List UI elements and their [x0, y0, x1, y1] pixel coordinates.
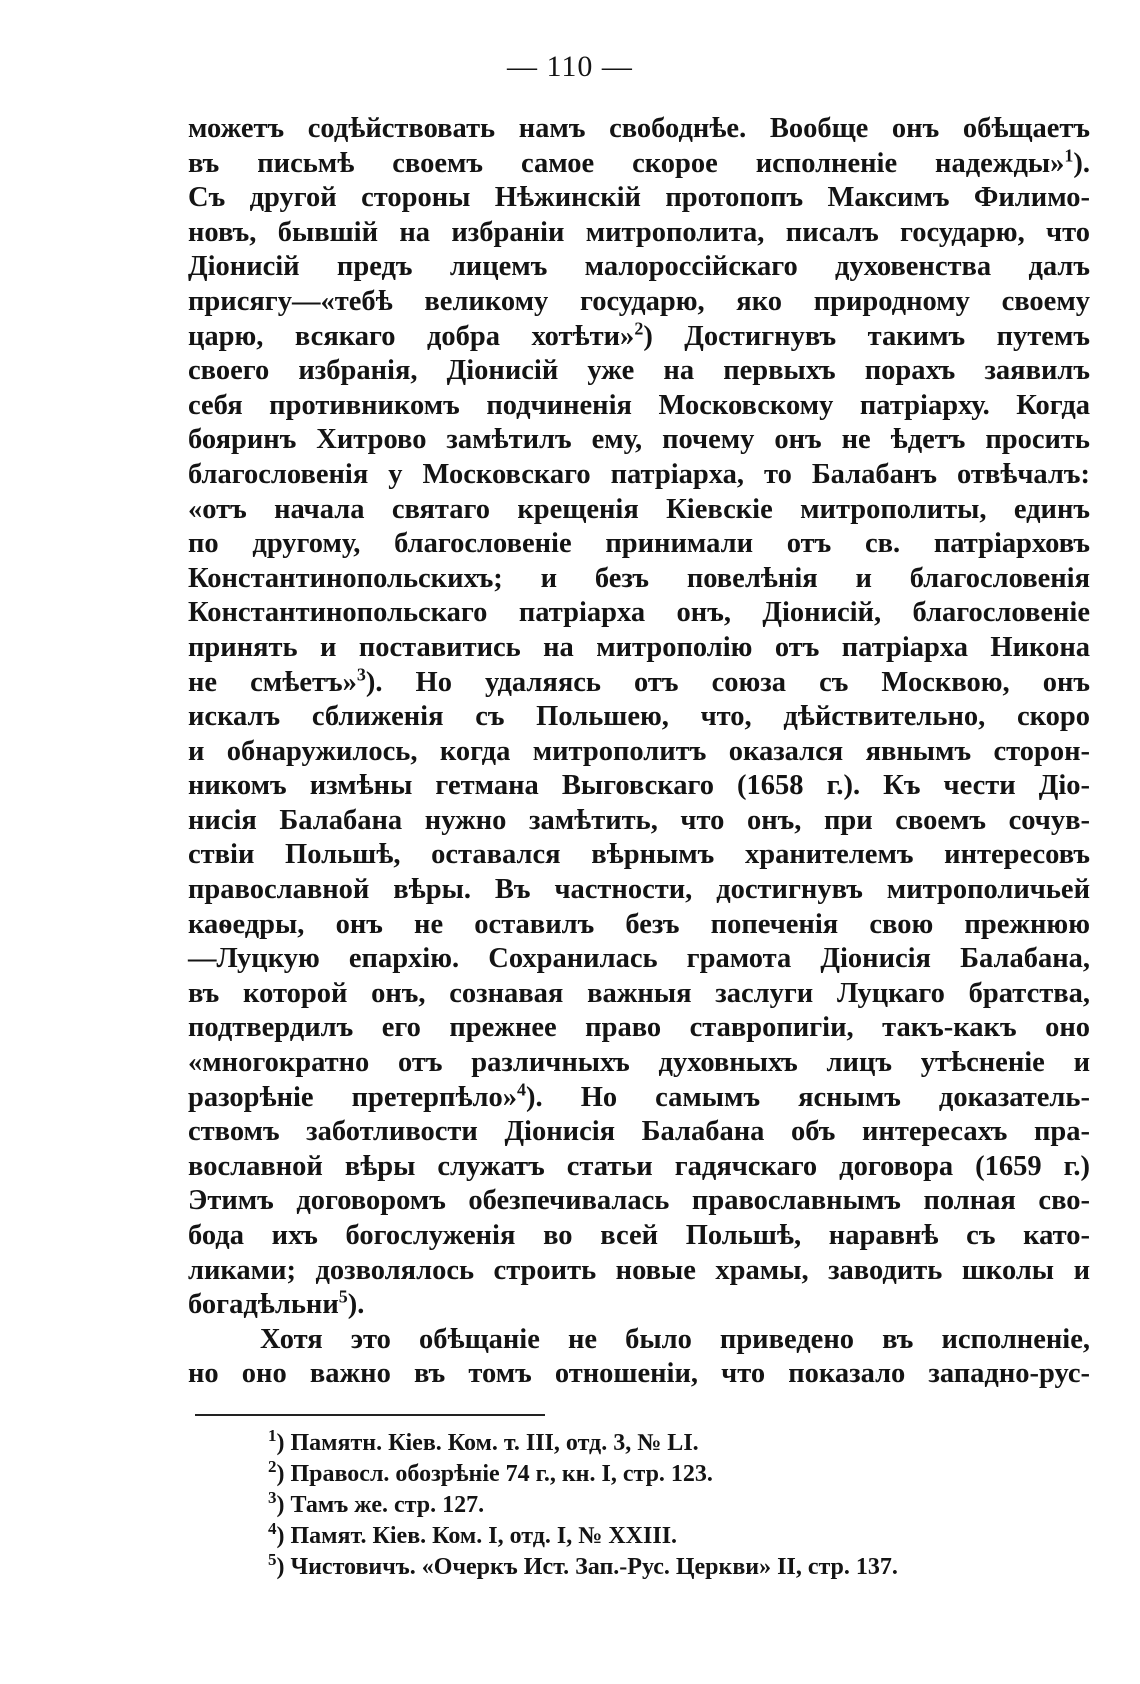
text-line	[188, 354, 1090, 389]
footnote	[268, 1459, 1088, 1490]
line-text-continued: ).	[347, 1289, 365, 1321]
text-line	[188, 250, 1090, 285]
text-line	[188, 700, 1090, 735]
text-line	[188, 389, 1090, 424]
line-text: «отъ начала святаго крещенія Кіевскіе митрополиты, единъ	[188, 493, 1090, 525]
footnote-reference: 4	[517, 1079, 527, 1100]
footnote-mark: 4	[268, 1519, 277, 1538]
footnote	[268, 1552, 1088, 1583]
text-line	[188, 423, 1090, 458]
line-text: Съ другой стороны Нѣжинскій протопопъ Максимъ Филимо-	[188, 182, 1090, 214]
line-text: подтвердилъ его прежнее право ставропигіи, такъ-какъ оно	[188, 1012, 1090, 1044]
line-text: царю, всякаго добра хотѣти»	[188, 320, 635, 352]
line-text-continued: ). Но самымъ яснымъ доказатель-	[526, 1081, 1090, 1113]
page-number: — 110 —	[507, 50, 633, 83]
line-text: нисія Балабана нужно замѣтить, что онъ, при своемъ сочув-	[188, 804, 1090, 836]
text-line	[188, 493, 1090, 528]
line-text: бода ихъ богослуженія во всей Польшѣ, наравнѣ съ като-	[188, 1220, 1090, 1251]
line-text: никомъ измѣны гетмана Выговскаго (1658 г.). Къ чести Діо-	[188, 770, 1090, 802]
text-line	[188, 873, 1090, 908]
line-text: искалъ сближенія съ Польшею, что, дѣйствительно, скоро	[188, 701, 1090, 733]
text-line	[188, 147, 1090, 182]
text-line	[188, 631, 1090, 666]
text-line	[188, 735, 1090, 770]
line-text-continued: ). Но удаляясь отъ союза съ Москвою, онъ	[365, 666, 1090, 698]
line-text: бояринъ Хитрово замѣтилъ ему, почему онъ не ѣдетъ просить	[188, 424, 1090, 456]
text-line	[188, 1219, 1090, 1254]
text-line	[188, 1288, 1090, 1323]
text-line	[188, 1081, 1090, 1116]
line-text: каѳедры, онъ не оставилъ безъ попеченія свою прежнюю	[188, 908, 1090, 940]
footnote-text: ) Тамъ же. стр. 127.	[276, 1492, 485, 1518]
text-line	[188, 1115, 1090, 1150]
line-text: и обнаружилось, когда митрополитъ оказался явнымъ сторон-	[188, 735, 1090, 767]
line-text: не смѣетъ»	[188, 666, 357, 698]
line-text: Этимъ договоромъ обезпечивалась православнымъ полная сво-	[188, 1185, 1090, 1217]
footnote	[268, 1428, 1088, 1459]
line-text: присягу—«тебѣ великому государю, яко природному своему	[188, 285, 1090, 317]
text-line	[188, 562, 1090, 597]
line-text-continued: ) Достигнувъ такимъ путемъ	[643, 320, 1090, 352]
text-line	[188, 908, 1090, 943]
line-text: благословенія у Московскаго патріарха, то Балабанъ отвѣчалъ:	[188, 458, 1090, 490]
text-line	[188, 769, 1090, 804]
text-line	[188, 527, 1090, 562]
line-text: разорѣніе претерпѣло»	[188, 1081, 518, 1113]
footnote-text: ) Чистовичъ. «Очеркъ Ист. Зап.-Рус. Церкви» II, стр. 137.	[276, 1554, 898, 1580]
footnote-mark: 1	[268, 1426, 277, 1445]
footnote-mark: 3	[268, 1488, 277, 1507]
line-text: Константинопольскаго патріарха онъ, Діонисій, благословеніе	[188, 597, 1090, 629]
line-text: но оно важно въ томъ отношеніи, что показало западно-рус-	[188, 1358, 1090, 1390]
text-line	[188, 216, 1090, 251]
line-text: Хотя это обѣщаніе не было приведено въ исполненіе,	[260, 1323, 1090, 1355]
line-text: своего избранія, Діонисій уже на первыхъ порахъ заявилъ	[188, 355, 1090, 387]
footnotes	[268, 1428, 1088, 1583]
line-text: въ письмѣ своемъ самое скорое исполненіе надежды»	[188, 147, 1065, 179]
footnote-mark: 5	[268, 1550, 277, 1569]
text-line	[188, 320, 1090, 355]
line-text: Діонисій предъ лицемъ малороссійскаго духовенства далъ	[188, 251, 1090, 283]
footnote	[268, 1521, 1088, 1552]
text-line	[188, 1357, 1090, 1392]
line-text: ствіи Польшѣ, оставался вѣрнымъ хранителемъ интересовъ	[188, 839, 1090, 871]
footnote-text: ) Памятн. Кіев. Ком. т. III, отд. 3, № LI.	[276, 1430, 699, 1456]
footnote-reference: 5	[338, 1286, 348, 1307]
footnote-mark: 2	[268, 1457, 277, 1476]
line-text: новъ, бывшій на избраніи митрополита, писалъ государю, что	[188, 216, 1090, 248]
text-line	[188, 112, 1090, 147]
line-text: по другому, благословеніе принимали отъ св. патріарховъ	[188, 528, 1090, 560]
footnote-reference: 3	[356, 664, 366, 684]
line-text: вославной вѣры служатъ статьи гадячскаго договора (1659 г.)	[188, 1150, 1090, 1182]
line-text: ликами; дозволялось строить новые храмы, заводить школы и	[188, 1254, 1090, 1286]
text-line	[188, 285, 1090, 320]
text-line	[188, 838, 1090, 873]
text-line	[188, 1046, 1090, 1081]
line-text: принять и поставитись на митрополію отъ патріарха Никона	[188, 631, 1090, 663]
body-text	[188, 112, 1090, 1392]
line-text: православной вѣры. Въ частности, достигнувъ митрополичьей	[188, 874, 1090, 906]
text-line	[188, 181, 1090, 216]
text-line	[188, 596, 1090, 631]
text-line	[188, 1254, 1090, 1289]
line-text: «многократно отъ различныхъ духовныхъ лицъ утѣсненіе и	[188, 1047, 1090, 1079]
footnote-reference: 2	[634, 318, 644, 339]
text-line	[188, 977, 1090, 1012]
footnote	[268, 1490, 1088, 1521]
footnote-text: ) Памят. Кіев. Ком. I, отд. I, № XXIII.	[276, 1523, 678, 1549]
text-line	[188, 804, 1090, 839]
line-text: —Луцкую епархію. Сохранилась грамота Діонисія Балабана,	[188, 943, 1090, 975]
text-line	[188, 942, 1090, 977]
text-line	[188, 1323, 1090, 1358]
line-text: можетъ содѣйствовать намъ свободнѣе. Вообще онъ обѣщаетъ	[188, 113, 1090, 144]
line-text: себя противникомъ подчиненія Московскому патріарху. Когда	[188, 389, 1090, 421]
line-text: ствомъ заботливости Діонисія Балабана объ интересахъ пра-	[188, 1116, 1090, 1148]
text-line	[188, 666, 1090, 701]
line-text: въ которой онъ, сознавая важныя заслуги Луцкаго братства,	[188, 977, 1090, 1009]
line-text: Константинопольскихъ; и безъ повелѣнія и благословенія	[188, 562, 1090, 594]
footnote-reference: 1	[1064, 145, 1074, 166]
text-line	[188, 1150, 1090, 1185]
text-line	[188, 458, 1090, 493]
footnote-divider	[195, 1414, 545, 1416]
line-text-continued: ).	[1073, 147, 1090, 179]
line-text: богадѣльни	[188, 1289, 339, 1321]
footnote-text: ) Правосл. обозрѣніе 74 г., кн. I, стр. 123.	[276, 1461, 713, 1487]
text-line	[188, 1184, 1090, 1219]
text-line	[188, 1011, 1090, 1046]
